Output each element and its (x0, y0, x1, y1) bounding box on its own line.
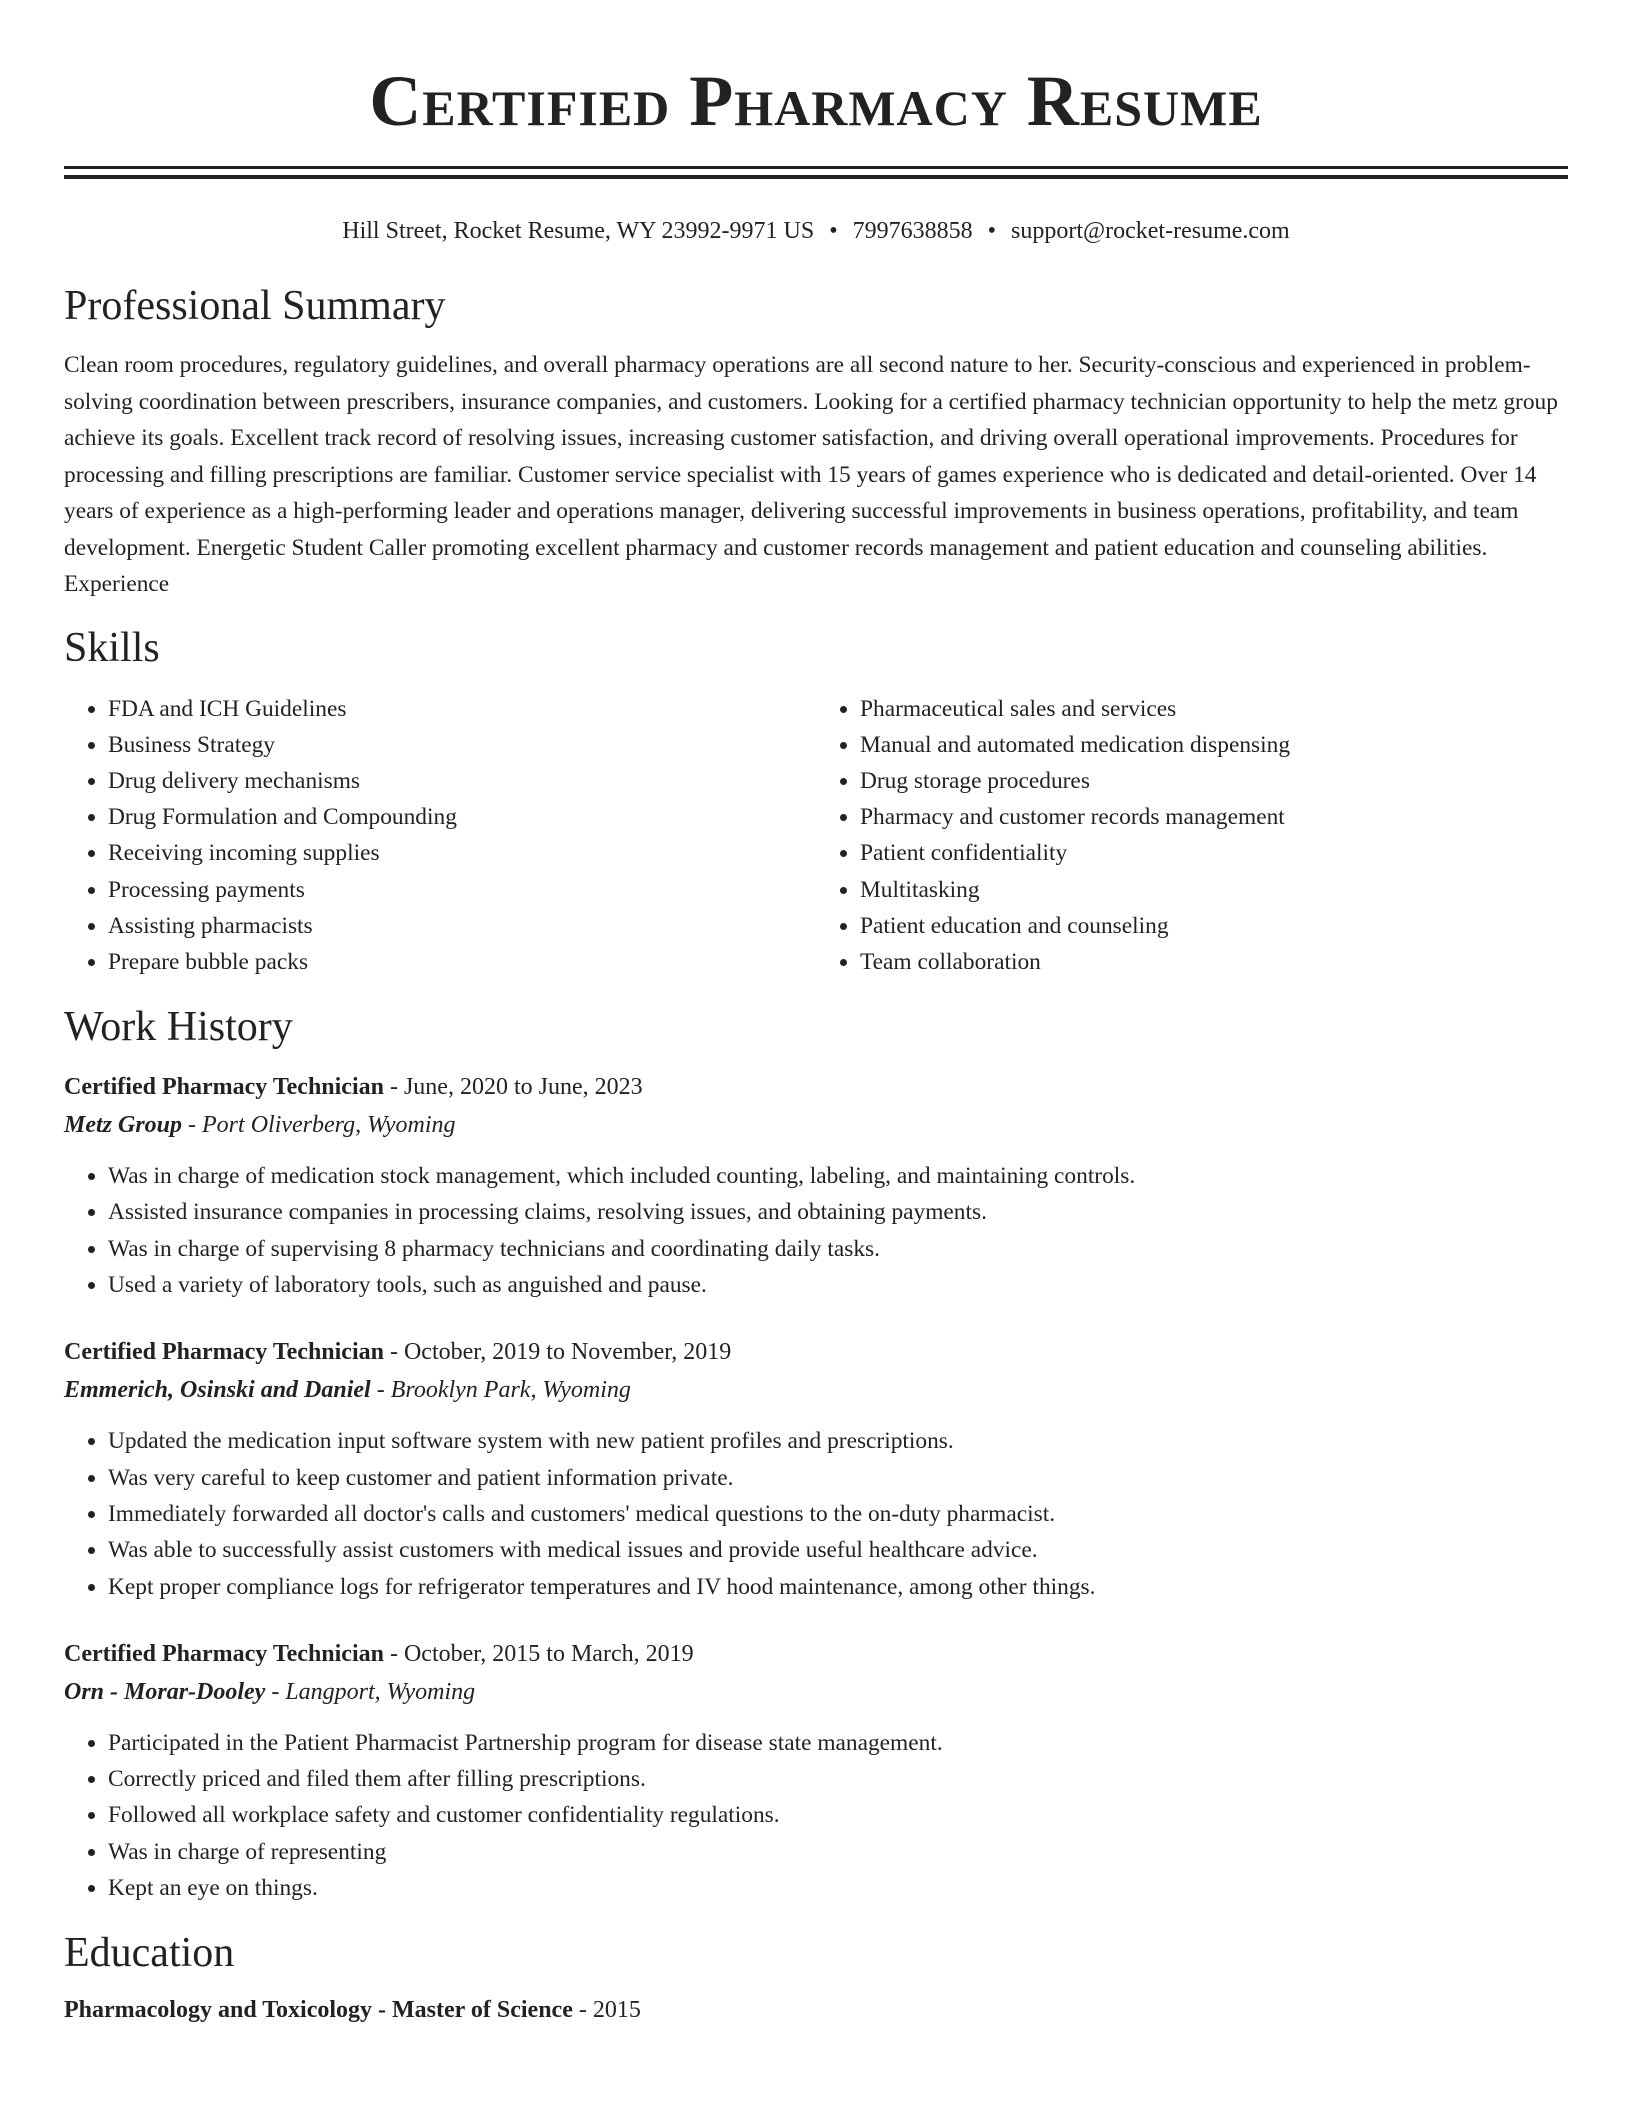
title-divider-thin (64, 175, 1568, 179)
skill-item: • Patient confidentiality (860, 835, 1568, 871)
job-bullet: • Was in charge of supervising 8 pharmacy technicians and coordinating daily tasks. (108, 1231, 1568, 1267)
contact-email: support@rocket-resume.com (1011, 218, 1290, 244)
job-bullet: • Used a variety of laboratory tools, such as anguished and pause. (108, 1267, 1568, 1303)
job-title-line (64, 1635, 1568, 1673)
job-bullet: • Updated the medication input software system with new patient profiles and prescriptions. (108, 1423, 1568, 1459)
job-bullet: • Participated in the Patient Pharmacist Partnership program for disease state management. (108, 1725, 1568, 1761)
job-bullet: • Immediately forwarded all doctor's calls and customers' medical questions to the on-duty pharmacist. (108, 1496, 1568, 1532)
job-bullets (64, 1158, 1568, 1303)
education-degree: Pharmacology and Toxicology - Master of Science (64, 1997, 573, 2024)
job-bullets (64, 1725, 1568, 1906)
job-location: - Langport, Wyoming (265, 1678, 476, 1705)
job-company: Orn - Morar-Dooley (64, 1678, 266, 1705)
job-title: Certified Pharmacy Technician (64, 1640, 384, 1667)
job-location: - Brooklyn Park, Wyoming (370, 1377, 631, 1404)
job-title-line (64, 1333, 1568, 1371)
skill-item: • Drug delivery mechanisms (108, 763, 816, 799)
job-bullet: • Assisted insurance companies in processing claims, resolving issues, and obtaining payments. (108, 1194, 1568, 1230)
job-title: Certified Pharmacy Technician (64, 1074, 384, 1101)
summary-heading: Professional Summary (64, 283, 446, 329)
education-heading: Education (64, 1930, 235, 1977)
contact-phone: 7997638858 (852, 218, 973, 244)
job-company: Metz Group (64, 1112, 183, 1139)
skills-list-left (64, 691, 816, 981)
skill-item: • Business Strategy (108, 727, 816, 763)
job-dates: - October, 2019 to November, 2019 (383, 1339, 732, 1366)
skill-item: • Team collaboration (860, 944, 1568, 980)
skill-item: • Patient education and counseling (860, 908, 1568, 944)
job-bullet: • Correctly priced and filed them after filling prescriptions. (108, 1761, 1568, 1797)
job-entry (64, 1068, 1568, 1303)
skill-item: • Assisting pharmacists (108, 908, 816, 944)
skill-item: • Prepare bubble packs (108, 944, 816, 980)
job-bullet: • Kept proper compliance logs for refrigerator temperatures and IV hood maintenance, among other things. (108, 1569, 1568, 1605)
skill-item: • Drug storage procedures (860, 763, 1568, 799)
resume-title: Certified Pharmacy Resume (369, 61, 1263, 141)
job-company-line (64, 1371, 1568, 1409)
job-bullet: • Was able to successfully assist customers with medical issues and provide useful healthcare advice. (108, 1532, 1568, 1568)
skills-heading: Skills (64, 624, 160, 671)
job-entry (64, 1635, 1568, 1906)
contact-separator: • (829, 218, 838, 244)
skill-item: • Manual and automated medication dispensing (860, 727, 1568, 763)
job-bullets (64, 1423, 1568, 1604)
skill-item: • Drug Formulation and Compounding (108, 799, 816, 835)
job-bullet: • Was in charge of representing (108, 1834, 1568, 1870)
contact-line (64, 215, 1568, 247)
contact-address: Hill Street, Rocket Resume, WY 23992-9971 US (342, 218, 815, 244)
job-dates: - June, 2020 to June, 2023 (383, 1074, 643, 1101)
job-company-line (64, 1106, 1568, 1144)
job-dates: - October, 2015 to March, 2019 (383, 1640, 694, 1667)
contact-separator: • (987, 218, 997, 244)
job-bullet: • Was in charge of medication stock management, which included counting, labeling, and maintaining controls. (108, 1158, 1568, 1194)
skills-columns (64, 691, 1568, 981)
job-title-line (64, 1068, 1568, 1106)
job-bullet: • Was very careful to keep customer and patient information private. (108, 1460, 1568, 1496)
resume-page (64, 0, 1568, 2028)
job-entry (64, 1333, 1568, 1604)
title-divider-thick (64, 166, 1568, 169)
education-entry (64, 1992, 1568, 2028)
job-bullet: • Followed all workplace safety and customer confidentiality regulations. (108, 1797, 1568, 1833)
skill-item: • Pharmacy and customer records management (860, 799, 1568, 835)
skill-item: • Pharmaceutical sales and services (860, 691, 1568, 727)
work-history-heading: Work History (64, 1004, 293, 1051)
skill-item: • Multitasking (860, 872, 1568, 908)
education-year: - 2015 (572, 1997, 641, 2024)
summary-text: Clean room procedures, regulatory guidelines, and overall pharmacy operations are all second nature to her. Security-conscious and experienced in problem-solving coordination between prescribers, insurance companies, and customers. Looking for a certified pharmacy technician opportunity to help the metz group achieve its goals. Excellent track record of resolving issues, increasing customer satisfaction, and driving overall operational improvements. Procedures for processing and filling prescriptions are familiar. Customer service specialist with 15 years of games experience who is dedicated and detail-oriented. Over 14 years of experience as a high-performing leader and operations manager, delivering successful improvements in business operations, profitability, and team development. Energetic Student Caller promoting excellent pharmacy and customer records management and patient education and counseling abilities. Experience (64, 352, 1558, 597)
job-company: Emmerich, Osinski and Daniel (64, 1377, 371, 1404)
job-company-line (64, 1673, 1568, 1711)
skill-item: • Receiving incoming supplies (108, 835, 816, 871)
skill-item: • Processing payments (108, 872, 816, 908)
job-location: - Port Oliverberg, Wyoming (182, 1112, 456, 1139)
skill-item: • FDA and ICH Guidelines (108, 691, 816, 727)
skills-list-right (816, 691, 1568, 981)
job-bullet: • Kept an eye on things. (108, 1870, 1568, 1906)
job-title: Certified Pharmacy Technician (64, 1339, 384, 1366)
